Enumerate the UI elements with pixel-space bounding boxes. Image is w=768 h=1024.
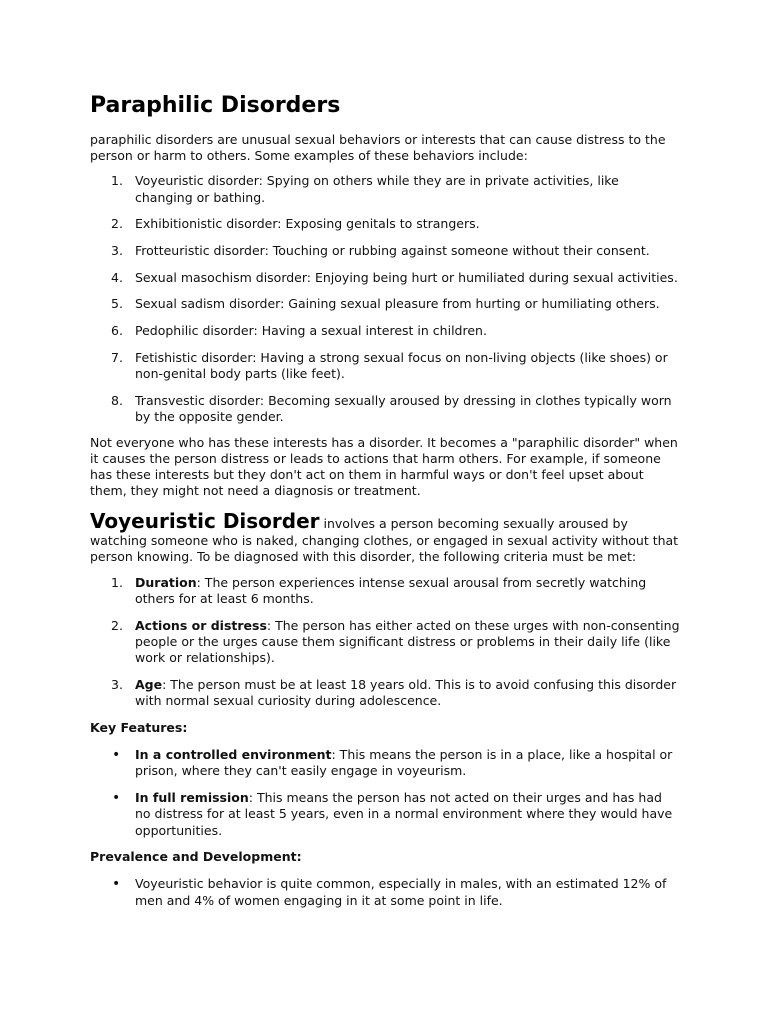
prevalence-label: Prevalence and Development: bbox=[90, 849, 302, 865]
list-item bbox=[90, 270, 680, 286]
criteria-text: : The person has either acted on these urges with non-consenting people or the urges cause them significant distress or problems in their daily life (like work or relationships). bbox=[135, 617, 680, 666]
bullet-icon: • bbox=[112, 747, 121, 764]
list-item bbox=[90, 393, 680, 425]
list-number: 8. bbox=[111, 392, 123, 408]
section-heading: Voyeuristic Disorder bbox=[90, 509, 320, 534]
list-number: 5. bbox=[111, 296, 123, 312]
list-number: 2. bbox=[111, 216, 123, 232]
list-number: 1. bbox=[111, 173, 123, 189]
list-number: 1. bbox=[111, 575, 123, 591]
list-number: 3. bbox=[111, 677, 123, 693]
criteria-term: Age bbox=[135, 677, 163, 693]
list-item-text: Pedophilic disorder: Having a sexual interest in children. bbox=[135, 323, 487, 339]
list-item bbox=[90, 296, 680, 312]
list-item-text: Sexual masochism disorder: Enjoying being hurt or humiliated during sexual activities. bbox=[135, 269, 678, 285]
intro-paragraph: paraphilic disorders are unusual sexual behaviors or interests that can cause distress to the person or harm to others. Some examples of these behaviors include: bbox=[90, 132, 666, 164]
list-item bbox=[90, 323, 680, 339]
feature-term: In a controlled environment bbox=[135, 747, 332, 763]
list-item bbox=[90, 350, 680, 382]
list-item-text: Transvestic disorder: Becoming sexually aroused by dressing in clothes typically worn by the opposite gender. bbox=[135, 392, 672, 424]
examples-list bbox=[90, 173, 680, 425]
list-item bbox=[90, 677, 680, 709]
feature-text: : This means the person is in a place, like a hospital or prison, where they can't easily engage in voyeurism. bbox=[135, 747, 673, 779]
bullet-icon: • bbox=[112, 876, 121, 893]
list-item bbox=[90, 876, 680, 908]
page-title: Paraphilic Disorders bbox=[90, 93, 341, 118]
feature-text: : This means the person has not acted on their urges and has had no distress for at least 5 years, even in a normal environment where they would have opportunities. bbox=[135, 790, 673, 838]
list-item bbox=[90, 790, 680, 839]
voyeuristic-paragraph bbox=[90, 510, 680, 565]
list-item-text: Exhibitionistic disorder: Exposing genitals to strangers. bbox=[135, 216, 480, 232]
criteria-text: : The person must be at least 18 years old. This is to avoid confusing this disorder with normal sexual curiosity during adolescence. bbox=[135, 677, 677, 709]
prevalence-text: Voyeuristic behavior is quite common, especially in males, with an estimated 12% of men and 4% of women engaging in it at some point in life. bbox=[135, 876, 667, 908]
list-item-text: Fetishistic disorder: Having a strong sexual focus on non-living objects (like shoes) or non-genital body parts (like feet). bbox=[135, 349, 668, 382]
criteria-term: Actions or distress bbox=[135, 617, 267, 633]
list-item bbox=[90, 575, 680, 607]
list-item-text: Voyeuristic disorder: Spying on others while they are in private activities, like changing or bathing. bbox=[135, 173, 619, 205]
list-number: 6. bbox=[111, 323, 123, 339]
list-number: 2. bbox=[111, 617, 123, 633]
key-features-label: Key Features: bbox=[90, 719, 188, 735]
list-item bbox=[90, 618, 680, 667]
list-number: 3. bbox=[111, 243, 123, 259]
prevalence-list bbox=[90, 876, 680, 908]
list-item-text: Frotteuristic disorder: Touching or rubbing against someone without their consent. bbox=[135, 243, 650, 259]
list-item bbox=[90, 216, 680, 232]
list-item bbox=[90, 243, 680, 259]
list-item bbox=[90, 747, 680, 779]
criteria-term: Duration bbox=[135, 575, 197, 591]
disorder-note-paragraph: Not everyone who has these interests has a disorder. It becomes a "paraphilic disorder" when it causes the person distress or leads to actions that harm others. For example, if someone has these interests but they don't act on them in harmful ways or don't feel upset about them, they might not need a diagnosis or treatment. bbox=[90, 434, 678, 499]
list-item bbox=[90, 173, 680, 205]
voyeuristic-description: involves a person becoming sexually aroused by watching someone who is naked, changing clothes, or engaged in sexual activity without that person knowing. To be diagnosed with this disorder, the following criteria must be met: bbox=[90, 516, 679, 564]
feature-term: In full remission bbox=[135, 790, 249, 806]
criteria-text: : The person experiences intense sexual arousal from secretly watching others for at least 6 months. bbox=[135, 575, 647, 607]
bullet-icon: • bbox=[112, 790, 121, 807]
criteria-list bbox=[90, 575, 680, 709]
document-page bbox=[90, 92, 680, 919]
list-number: 7. bbox=[111, 349, 123, 365]
list-number: 4. bbox=[111, 269, 123, 285]
list-item-text: Sexual sadism disorder: Gaining sexual pleasure from hurting or humiliating others. bbox=[135, 296, 660, 312]
key-features-list bbox=[90, 747, 680, 839]
